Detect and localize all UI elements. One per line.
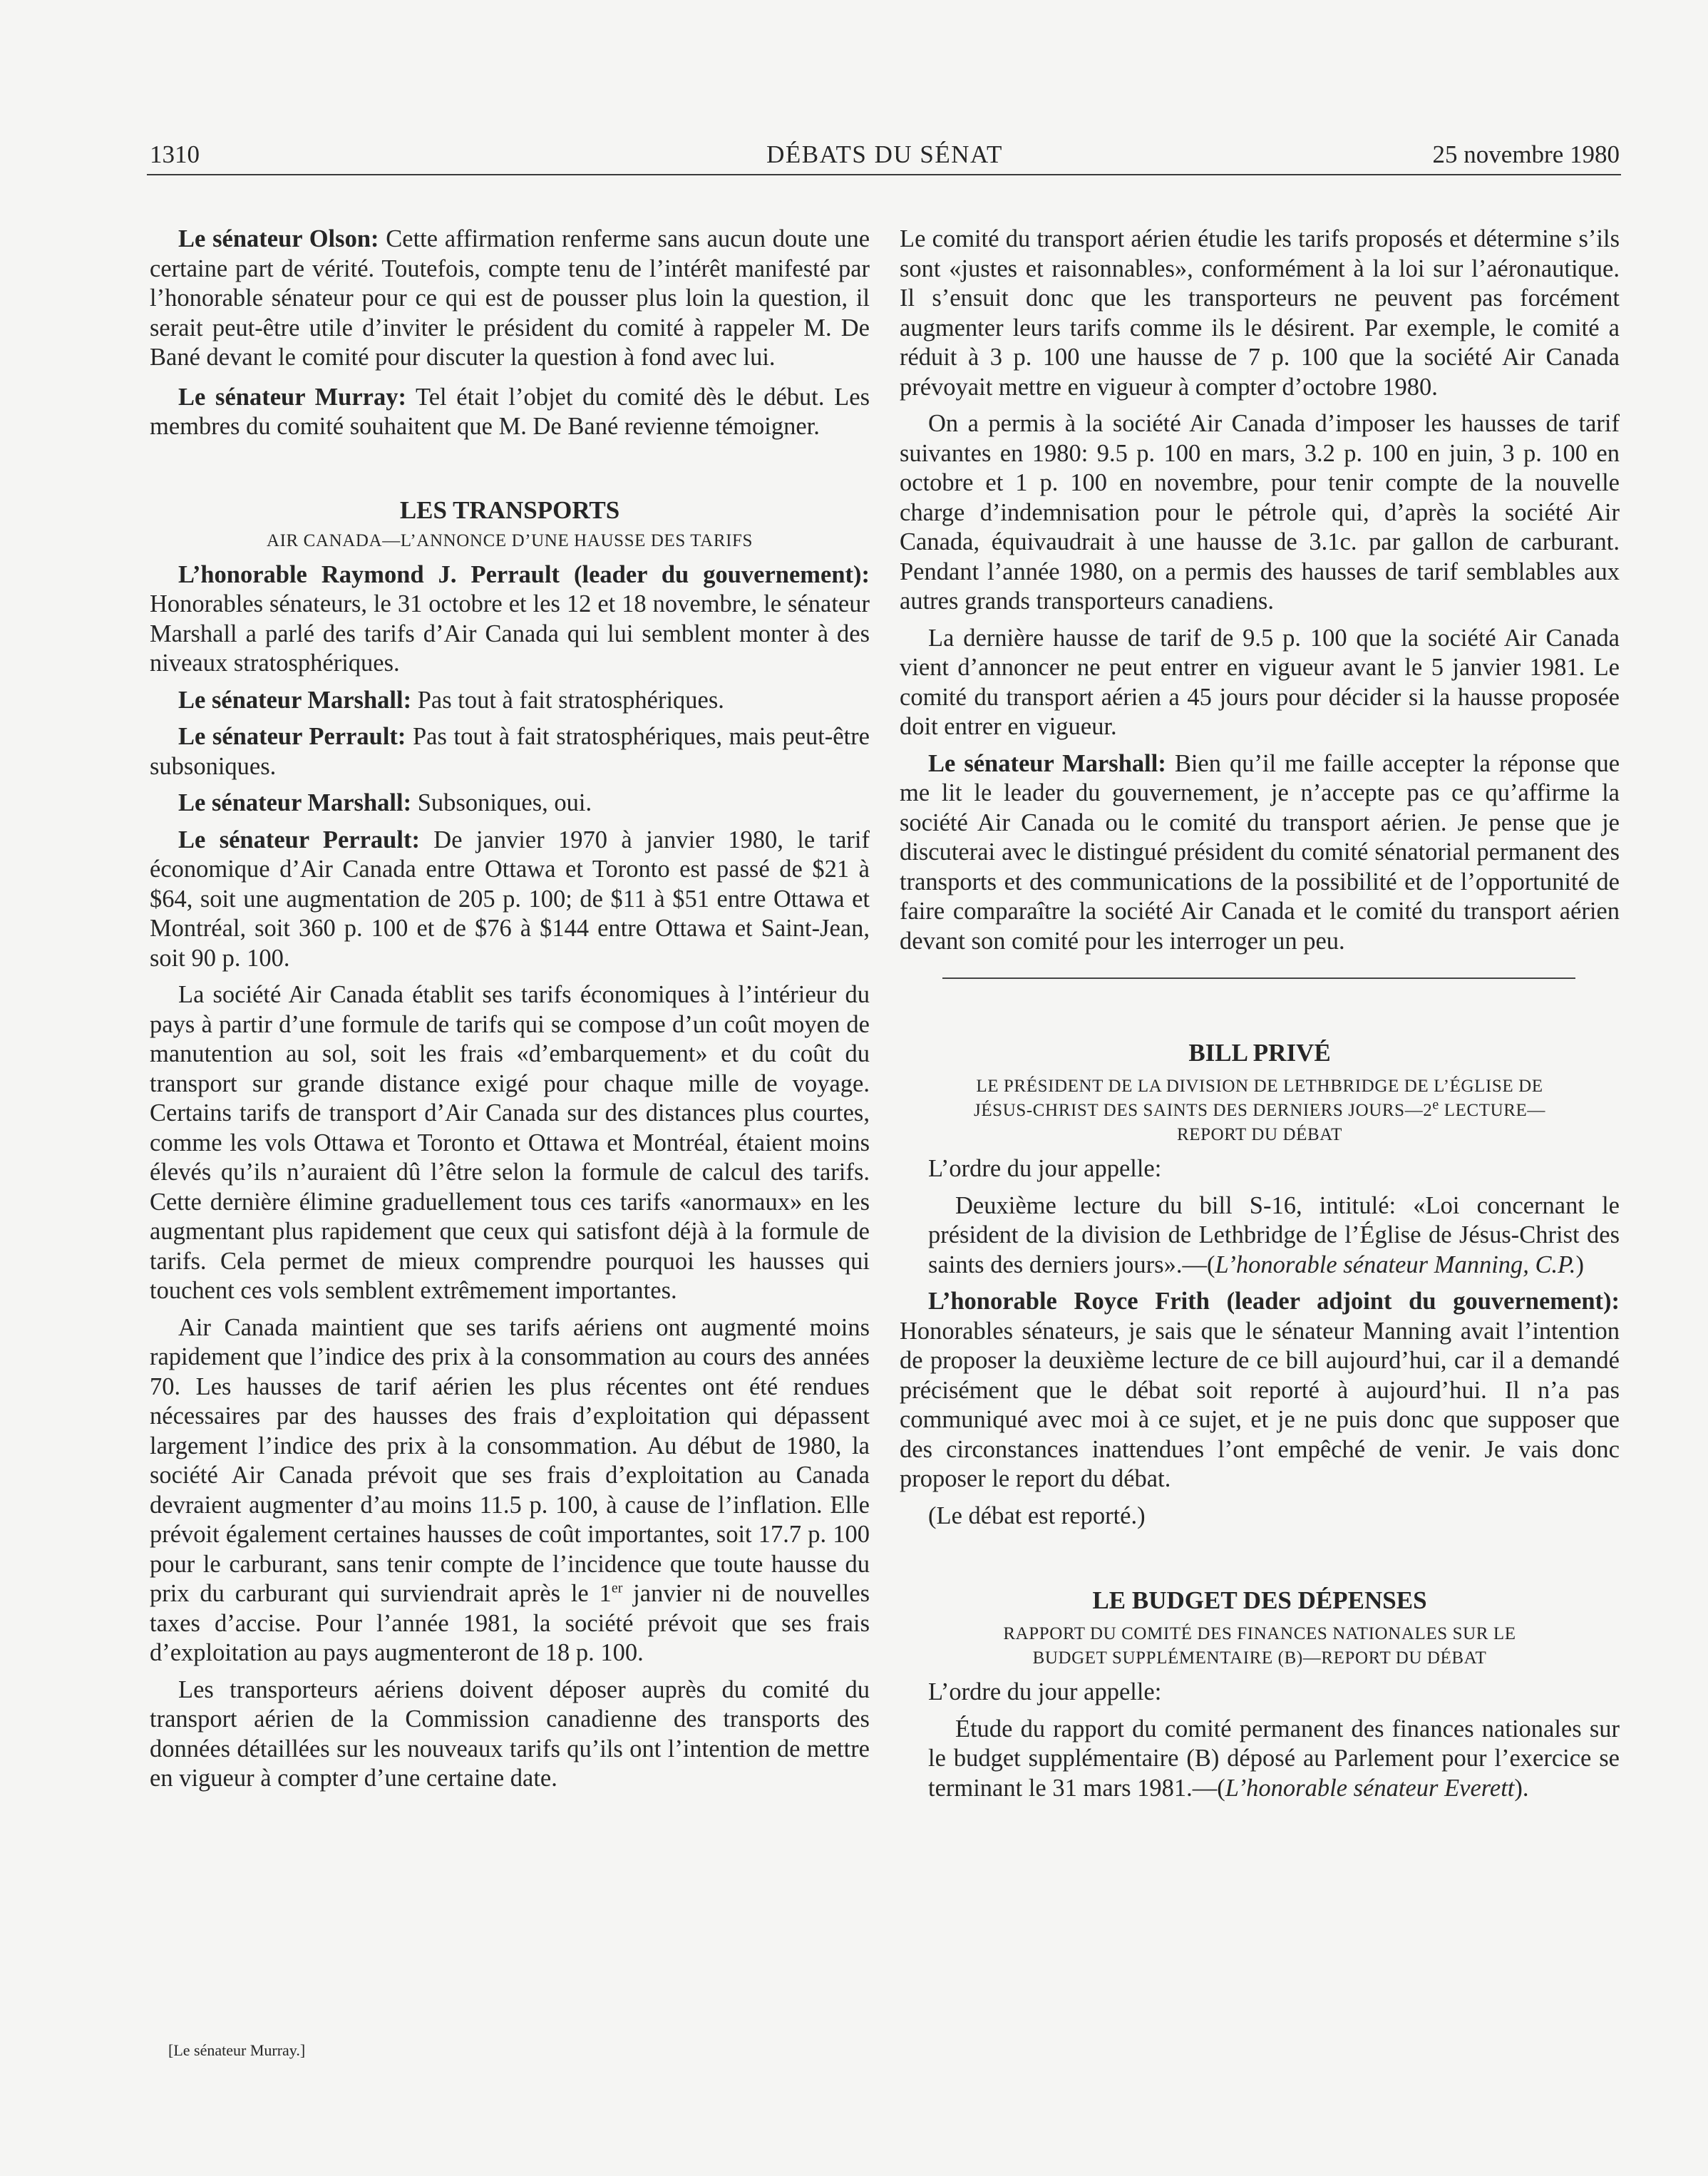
order-of-day: L’ordre du jour appelle:: [928, 1155, 1162, 1182]
speech-text: Pas tout à fait stratosphériques, mais peut-être subsoniques.: [150, 723, 870, 780]
paragraph: [900, 749, 1620, 957]
quote-body: Étude du rapport du comité permanent des finances nationales sur le budget supplémentaire (B) déposé au Parlement pour l’exercice se terminant le 31 mars 1981.—(: [928, 1715, 1620, 1802]
paragraph: [150, 560, 870, 679]
section-title: LE BUDGET DES DÉPENSES: [1092, 1586, 1427, 1614]
speaker-name: Le sénateur Perrault:: [178, 826, 420, 853]
paragraph: [150, 722, 870, 781]
paragraph: [150, 1313, 870, 1668]
speaker-name: L’honorable Royce Frith (leader adjoint du gouvernement):: [928, 1288, 1620, 1315]
paragraph: [150, 383, 870, 442]
sitting-date: 25 novembre 1980: [1432, 140, 1620, 168]
footnote: [Le sénateur Murray.]: [168, 2041, 306, 2059]
speech-text: Tel était l’objet du comité dès le début. Les membres du comité souhaitent que M. De Bané revienne témoigner.: [150, 383, 870, 440]
quote-text: [928, 1715, 1620, 1804]
section-subtitle: LE PRÉSIDENT DE LA DIVISION DE LETHBRIDGE DE L’ÉGLISE DE: [976, 1077, 1543, 1096]
quote-close: ): [1575, 1251, 1584, 1278]
paragraph: [150, 686, 870, 716]
paragraph: La société Air Canada établit ses tarifs économiques à l’intérieur du pays à partir d’une formule de tarifs qui se compose d’un coût moyen de manutention au sol, soit les frais «d’embarquement» et du coût du transport sur grande distance exigé pour chaque mille de voyage. Certains tarifs de transport d’Air Canada sur des distances plus courtes, comme les vols Ottawa et Toronto et Ottawa et Montréal, étaient moins élevés qu’ils n’auraient dû l’être selon la formule de calcul des tarifs. Cette dernière élimine graduellement tous ces tarifs «anormaux» en les augmentant plus rapidement que ceux qui satisfont déjà à la formule de tarifs. Cela permet de mieux comprendre pourquoi les hausses qui touchent ces vols semblent extrêmement importantes.: [150, 981, 870, 1304]
procedural-note: (Le débat est reporté.): [928, 1502, 1146, 1529]
speech-text: janvier ni de nouvelles taxes d’accise. Pour l’année 1981, la société prévoit que ses frais d’exploitation au pays augmenteront de 18 p. 100.: [150, 1580, 870, 1666]
superscript: e: [1432, 1097, 1439, 1113]
publication-title: DÉBATS DU SÉNAT: [766, 140, 1003, 168]
subtitle-text: LECTURE—: [1439, 1101, 1546, 1120]
speaker-name: L’honorable Raymond J. Perrault (leader du gouvernement):: [178, 560, 870, 588]
page-header: [150, 138, 1620, 175]
section-subtitle: BUDGET SUPPLÉMENTAIRE (B)—REPORT DU DÉBAT: [1032, 1648, 1487, 1668]
speech-text: Air Canada maintient que ses tarifs aériens ont augmenté moins rapidement que l’indice des prix à la consommation au cours des années 70. Les hausses de tarif aérien les plus récentes ont été rendues nécessaires par des hausses des frais d’exploitation qui dépassent largement l’indice des prix à la consommation. Au début de 1980, la société Air Canada prévoit que ses frais d’exploitation au Canada devraient augmenter d’au moins 11.5 p. 100, à cause de l’inflation. Elle prévoit également certaines hausses de coût importantes, soit 17.7 p. 100 pour le carburant, sans tenir compte de l’incidence que toute hausse du prix du carburant qui surviendrait après le 1: [150, 1313, 870, 1607]
superscript: er: [611, 1580, 623, 1596]
quote-attribution: L’honorable sénateur Manning, C.P.: [1215, 1251, 1576, 1278]
paragraph: [900, 1287, 1620, 1494]
section-divider: [942, 977, 1575, 979]
speaker-name: Le sénateur Marshall:: [178, 789, 412, 816]
section-title: BILL PRIVÉ: [1188, 1039, 1331, 1067]
left-column: [150, 225, 870, 1801]
speech-text: Bien qu’il me faille accepter la réponse que me lit le leader du gouvernement, je n’accepte pas ce qu’affirme la société Air Canada ou le comité du transport aérien. Je pense que je discuterai avec le distingué président du comité sénatorial permanent des transports et des communications de la possibilité et de l’opportunité de faire comparaître la société Air Canada et le comité du transport aérien devant son comité pour les interroger un peu.: [900, 749, 1620, 955]
motion-quote: [900, 1191, 1620, 1281]
header-rule: [147, 174, 1621, 175]
motion-quote: [900, 1715, 1620, 1804]
paragraph: Les transporteurs aériens doivent déposer auprès du comité du transport aérien de la Commission canadienne des transports des données détaillées sur les nouveaux tarifs qu’ils ont l’intention de mettre en vigueur à compter d’une certaine date.: [150, 1675, 870, 1792]
order-of-day: L’ordre du jour appelle:: [928, 1678, 1162, 1705]
quote-close: ).: [1514, 1774, 1529, 1802]
speaker-name: Le sénateur Olson:: [178, 225, 379, 252]
section-subtitle: [900, 1099, 1620, 1123]
speech-text: Cette affirmation renferme sans aucun doute une certaine part de vérité. Toutefois, compte tenu de l’intérêt manifesté par l’honorable sénateur pour ce qui est de pousser plus loin la question, il serait peut-être utile d’inviter le président du comité à rappeler M. De Bané devant le comité pour discuter la question à fond avec lui.: [150, 225, 870, 371]
paragraph: [150, 225, 870, 373]
right-column: [900, 225, 1620, 1810]
paragraph: Le comité du transport aérien étudie les tarifs proposés et détermine s’ils sont «justes et raisonnables», conformément à la loi sur l’aéronautique. Il s’ensuit donc que les transporteurs ne peuvent pas forcément augmenter leurs tarifs comme ils le désirent. Par exemple, le comité a réduit à 3 p. 100 une hausse de 7 p. 100 que la société Air Canada prévoyait mettre en vigueur à compter d’octobre 1980.: [900, 225, 1620, 401]
section-subtitle: REPORT DU DÉBAT: [1176, 1125, 1343, 1144]
section-subtitle: RAPPORT DU COMITÉ DES FINANCES NATIONALES SUR LE: [1003, 1624, 1516, 1643]
speaker-name: Le sénateur Marshall:: [178, 686, 412, 714]
section-subtitle: AIR CANADA—L’ANNONCE D’UNE HAUSSE DES TARIFS: [266, 530, 753, 550]
paragraph: On a permis à la société Air Canada d’imposer les hausses de tarif suivantes en 1980: 9.5 p. 100 en mars, 3.2 p. 100 en juin, 3 p. 100 en octobre et 1 p. 100 en novembre, pour tenir compte de la nouvelle charge d’indemnisation pour le pétrole qui, d’après la société Air Canada, équivaudrait à une hausse de 3.1c. par gallon de carburant. Pendant l’année 1980, on a permis des hausses de tarif semblables aux autres grands transporteurs canadiens.: [900, 410, 1620, 615]
paragraph: [150, 826, 870, 974]
speaker-name: Le sénateur Murray:: [178, 383, 406, 411]
section-title: LES TRANSPORTS: [399, 496, 620, 524]
quote-attribution: L’honorable sénateur Everett: [1225, 1774, 1515, 1802]
speech-text: Honorables sénateurs, le 31 octobre et les 12 et 18 novembre, le sénateur Marshall a parlé des tarifs d’Air Canada qui lui semblent monter à des niveaux stratosphériques.: [150, 590, 870, 677]
speech-text: De janvier 1970 à janvier 1980, le tarif économique d’Air Canada entre Ottawa et Toronto est passé de $21 à $64, soit une augmentation de 205 p. 100; de $11 à $51 entre Ottawa et Montréal, soit 360 p. 100 et de $76 à $144 entre Ottawa et Saint-Jean, soit 90 p. 100.: [150, 826, 870, 972]
quote-text: [928, 1191, 1620, 1281]
speaker-name: Le sénateur Perrault:: [178, 723, 406, 750]
paragraph: [150, 789, 870, 818]
quote-body: Deuxième lecture du bill S-16, intitulé: «Loi concernant le président de la division de Lethbridge de l’Église de Jésus-Christ des saints des derniers jours».—(: [928, 1191, 1620, 1278]
speaker-name: Le sénateur Marshall:: [928, 749, 1166, 777]
paragraph: La dernière hausse de tarif de 9.5 p. 100 que la société Air Canada vient d’annoncer ne peut entrer en vigueur avant le 5 janvier 1981. Le comité du transport aérien a 45 jours pour décider si la hausse proposée doit entrer en vigueur.: [900, 624, 1620, 740]
subtitle-text: JÉSUS-CHRIST DES SAINTS DES DERNIERS JOURS—2: [973, 1101, 1433, 1120]
speech-text: Pas tout à fait stratosphériques.: [411, 686, 724, 714]
page-number: 1310: [150, 140, 200, 168]
speech-text: Subsoniques, oui.: [411, 789, 592, 816]
speech-text: Honorables sénateurs, je sais que le sénateur Manning avait l’intention de proposer la deuxième lecture de ce bill aujourd’hui, car il a demandé précisément que le débat soit reporté à aujourd’hui. Il n’a pas communiqué avec moi à ce sujet, et je ne puis donc que supposer que des circonstances inattendues l’ont empêché de venir. Je vais donc proposer le report du débat.: [900, 1317, 1620, 1492]
